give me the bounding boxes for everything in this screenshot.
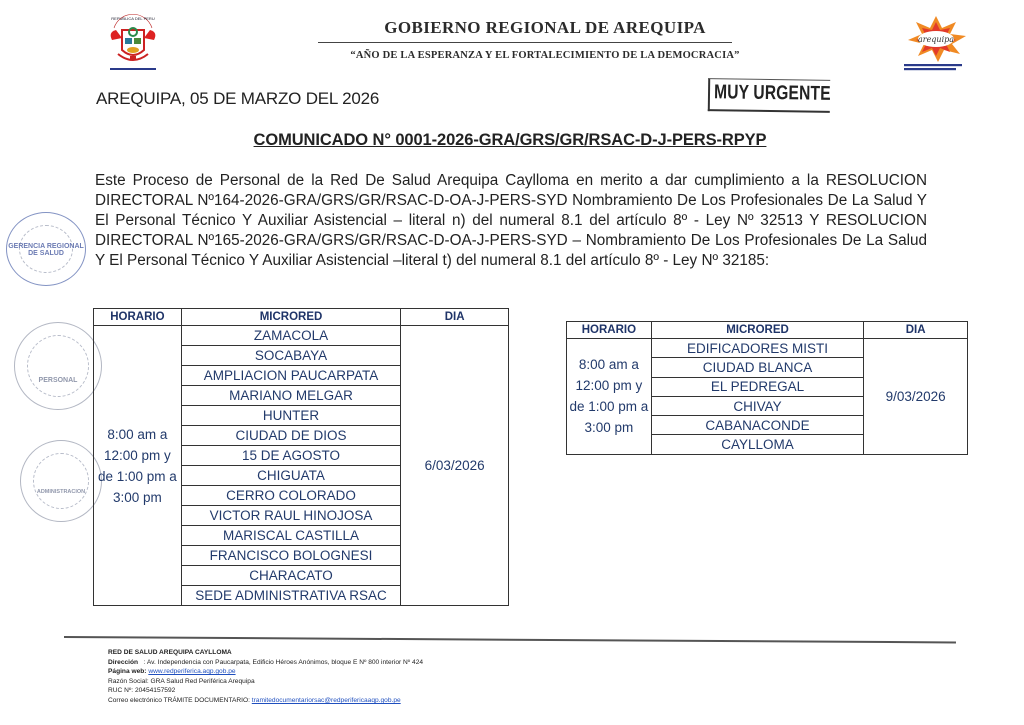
microred-cell: MARIANO MELGAR <box>181 386 400 406</box>
column-header-microred: MICRORED <box>181 309 400 326</box>
horario-line: 12:00 pm y <box>104 447 171 463</box>
microred-cell: CAYLLOMA <box>651 435 863 454</box>
urgent-stamp-text: MUY URGENTE <box>713 81 831 105</box>
microred-cell: CHARACATO <box>181 566 400 586</box>
footer-address: : Av. Independencia con Paucarpata, Edificio Héroes Anónimos, bloque E Nº 800 interior Nº 424 <box>143 658 424 666</box>
administracion-seal-icon <box>33 453 89 509</box>
microred-cell: EL PEDREGAL <box>651 377 863 396</box>
horario-line: de 1:00 pm a <box>98 468 177 484</box>
table-header-row <box>567 322 968 339</box>
government-title: GOBIERNO REGIONAL DE AREQUIPA <box>384 18 706 37</box>
administracion-seal <box>20 440 102 522</box>
horario-line: 3:00 pm <box>113 489 162 505</box>
horario-cell <box>567 339 652 455</box>
microred-cell: CABANACONDE <box>651 416 863 435</box>
header-divider <box>318 42 732 43</box>
column-header-dia: DIA <box>864 322 968 339</box>
microred-cell: CIUDAD BLANCA <box>651 358 863 377</box>
footer-organization: RED DE SALUD AREQUIPA CAYLLOMA <box>108 649 232 656</box>
peru-coat-of-arms-icon <box>104 10 162 76</box>
peru-coat-of-arms-logo <box>104 10 162 76</box>
table-row <box>567 339 968 358</box>
column-header-microred: MICRORED <box>651 322 863 339</box>
microred-cell: HUNTER <box>181 406 400 426</box>
horario-line: 8:00 am a <box>578 357 639 373</box>
arequipa-health-network-logo <box>898 12 974 74</box>
microred-cell: SOCABAYA <box>181 346 400 366</box>
column-header-horario: HORARIO <box>567 322 652 339</box>
microred-cell: CHIGUATA <box>181 466 400 486</box>
microred-cell: EDIFICADORES MISTI <box>651 339 863 358</box>
year-motto: “AÑO DE LA ESPERANZA Y EL FORTALECIMIENTO DE LA DEMOCRACIA” <box>350 50 740 61</box>
footer-address-label: Dirección <box>108 658 139 666</box>
horario-cell <box>94 326 182 606</box>
horario-line: 12:00 pm y <box>575 378 643 394</box>
horario-line: de 1:00 pm a <box>569 399 649 415</box>
schedule-table-2 <box>566 321 968 455</box>
schedule-table-1 <box>93 308 509 606</box>
footer-razon-social: Razón Social: GRA Salud Red Periférica Arequipa <box>108 677 255 685</box>
svg-text:arequipa: arequipa <box>917 35 955 44</box>
footer-ruc: RUC Nº: 20454157592 <box>108 687 176 695</box>
arequipa-sun-logo-icon <box>898 12 974 74</box>
microred-cell: CHIVAY <box>651 396 863 415</box>
horario-line: 3:00 pm <box>584 420 634 436</box>
footer-website-link[interactable]: www.redperiferica.aqp.gob.pe <box>148 668 236 676</box>
table-row <box>94 326 509 346</box>
seal-label: GERENCIA REGIONAL DE SALUD <box>8 243 84 257</box>
direccion-seal <box>6 212 86 286</box>
microred-cell: CIUDAD DE DIOS <box>181 426 400 446</box>
footer-contact-block <box>108 648 423 706</box>
personal-seal-icon <box>27 335 89 397</box>
urgent-stamp <box>708 78 830 113</box>
microred-cell: CERRO COLORADO <box>181 486 400 506</box>
dia-cell: 6/03/2026 <box>401 326 509 606</box>
microred-cell: AMPLIACION PAUCARPATA <box>181 366 400 386</box>
column-header-dia: DIA <box>401 309 509 326</box>
letter-date: AREQUIPA, 05 DE MARZO DEL 2026 <box>96 89 380 108</box>
microred-cell: MARISCAL CASTILLA <box>181 526 400 546</box>
communique-title: COMUNICADO N° 0001-2026-GRA/GRS/GR/RSAC-D-J-PERS-RPYP <box>253 131 767 149</box>
table-header-row <box>94 309 509 326</box>
footer-email-label: Correo electrónico TRÁMITE DOCUMENTARIO: <box>108 696 250 704</box>
seal-label: ADMINISTRACION <box>36 489 86 495</box>
seal-label: PERSONAL <box>38 377 78 384</box>
footer-email-link[interactable]: tramitedocumentariorsac@redperifericaaqp.gob.pe <box>251 696 401 704</box>
microred-cell: VICTOR RAUL HINOJOSA <box>181 506 400 526</box>
microred-cell: FRANCISCO BOLOGNESI <box>181 546 400 566</box>
microred-cell: ZAMACOLA <box>181 326 400 346</box>
microred-cell: SEDE ADMINISTRATIVA RSAC <box>181 586 400 606</box>
personal-seal <box>14 322 102 410</box>
horario-line: 8:00 am a <box>107 426 168 442</box>
dia-cell: 9/03/2026 <box>864 339 968 455</box>
microred-cell: 15 DE AGOSTO <box>181 446 400 466</box>
footer-divider <box>64 636 956 643</box>
communique-body: Este Proceso de Personal de la Red De Salud Arequipa Caylloma en merito a dar cumplimiento a la RESOLUCION DIRECTORAL Nº164-2026-GRA/GRS/GR/RSAC-D-OA-J-PERS-SYD Nombramiento De Los Profesionales De La Salud Y El Personal Técnico Y Auxiliar Asistencial – literal n) del numeral 8.1 del artículo 8º - Ley Nº 32513 Y RESOLUCION DIRECTORAL Nº165-2026-GRA/GRS/GR/RSAC-D-OA-J-PERS-SYD – Nombramiento De Los Profesionales De La Salud Y El Personal Técnico Y Auxiliar Asistencial –literal t) del numeral 8.1 del artículo 8º - Ley Nº 32185: <box>95 172 927 269</box>
svg-text:REPUBLICA DEL PERU: REPUBLICA DEL PERU <box>111 16 155 21</box>
footer-web-label: Página web: <box>108 668 147 676</box>
column-header-horario: HORARIO <box>94 309 182 326</box>
